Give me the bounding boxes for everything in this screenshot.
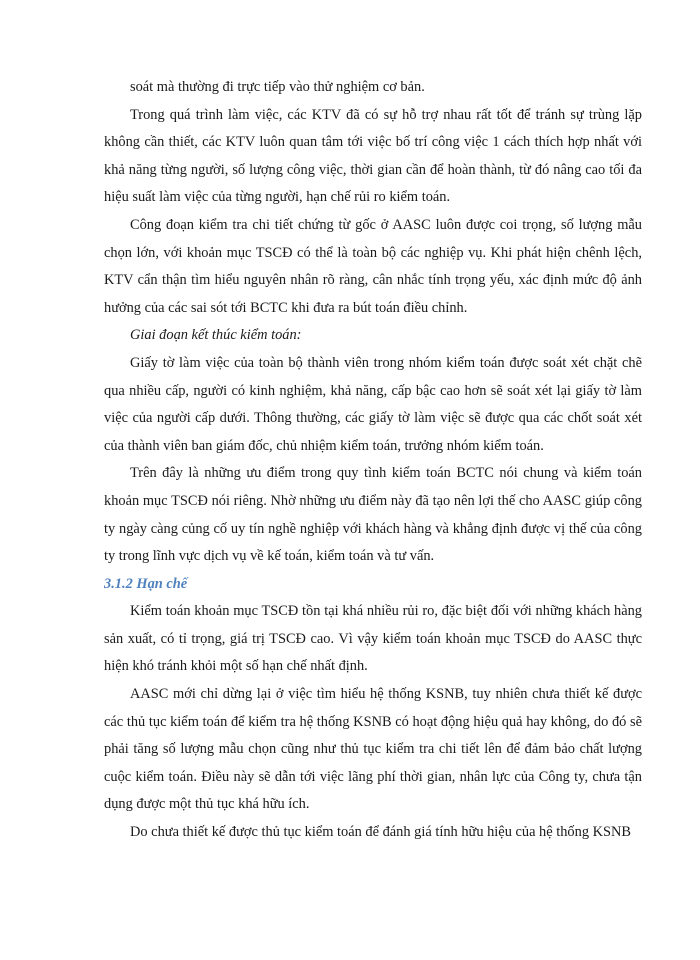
document-body <box>104 74 642 847</box>
paragraph-ksnb: AASC mới chỉ dừng lại ở việc tìm hiểu hệ thống KSNB, tuy nhiên chưa thiết kế được các thủ tục kiểm toán để kiểm tra hệ thống KSNB có hoạt động hiệu quả hay không, do đó sẽ phải tăng số lượng mẫu chọn cũng như thủ tục kiểm tra chi tiết lên để đảm bảo chất lượng cuộc kiểm toán. Điều này sẽ dẫn tới việc lãng phí thời gian, nhân lực của Công ty, chưa tận dụng được một thủ tục khá hữu ích. <box>104 686 642 813</box>
paragraph-ksnb-continued: Do chưa thiết kế được thủ tục kiểm toán để đánh giá tính hữu hiệu của hệ thống KSNB <box>130 824 631 841</box>
subheading-final-stage: Giai đoạn kết thúc kiểm toán: <box>130 327 302 344</box>
paragraph-advantages-summary: Trên đây là những ưu điểm trong quy tình kiểm toán BCTC nói chung và kiểm toán khoản mục TSCĐ nói riêng. Nhờ những ưu điểm này đã tạo nên lợi thế cho AASC giúp công ty ngày càng củng cố uy tín nghề nghiệp với khách hàng và khẳng định được vị thế của công ty trong lĩnh vực dịch vụ về kế toán, kiểm toán và tư vấn. <box>104 465 642 565</box>
paragraph-risks: Kiểm toán khoản mục TSCĐ tồn tại khá nhiều rủi ro, đặc biệt đối với những khách hàng sản xuất, có tỉ trọng, giá trị TSCĐ cao. Vì vậy kiểm toán khoản mục TSCĐ do AASC thực hiện khó tránh khỏi một số hạn chế nhất định. <box>104 603 642 675</box>
paragraph-teamwork: Trong quá trình làm việc, các KTV đã có sự hỗ trợ nhau rất tốt để tránh sự trùng lặp không cần thiết, các KTV luôn quan tâm tới việc bố trí công việc 1 cách thích hợp nhất với khả năng từng người, số lượng công việc, thời gian cần để hoàn thành, từ đó nâng cao tối đa hiệu suất làm việc của từng người, hạn chế rủi ro kiểm toán. <box>104 106 642 206</box>
section-heading-limitations: 3.1.2 Hạn chế <box>104 575 188 592</box>
paragraph-working-papers: Giấy tờ làm việc của toàn bộ thành viên trong nhóm kiểm toán được soát xét chặt chẽ qua nhiều cấp, người có kinh nghiệm, khả năng, cấp bậc cao hơn sẽ soát xét lại giấy tờ làm việc của người cấp dưới. Thông thường, các giấy tờ làm việc sẽ được qua các chốt soát xét của thành viên ban giám đốc, chủ nhiệm kiểm toán, trưởng nhóm kiểm toán. <box>104 354 642 454</box>
paragraph-continuation: soát mà thường đi trực tiếp vào thử nghiệm cơ bản. <box>130 79 425 95</box>
paragraph-document-check: Công đoạn kiểm tra chi tiết chứng từ gốc ở AASC luôn được coi trọng, số lượng mẫu chọn lớn, với khoản mục TSCĐ có thể là toàn bộ các nghiệp vụ. Khi phát hiện chênh lệch, KTV cẩn thận tìm hiểu nguyên nhân rõ ràng, cân nhắc tính trọng yếu, xác định mức độ ảnh hưởng của các sai sót tới BCTC khi đưa ra bút toán điều chỉnh. <box>104 216 642 316</box>
